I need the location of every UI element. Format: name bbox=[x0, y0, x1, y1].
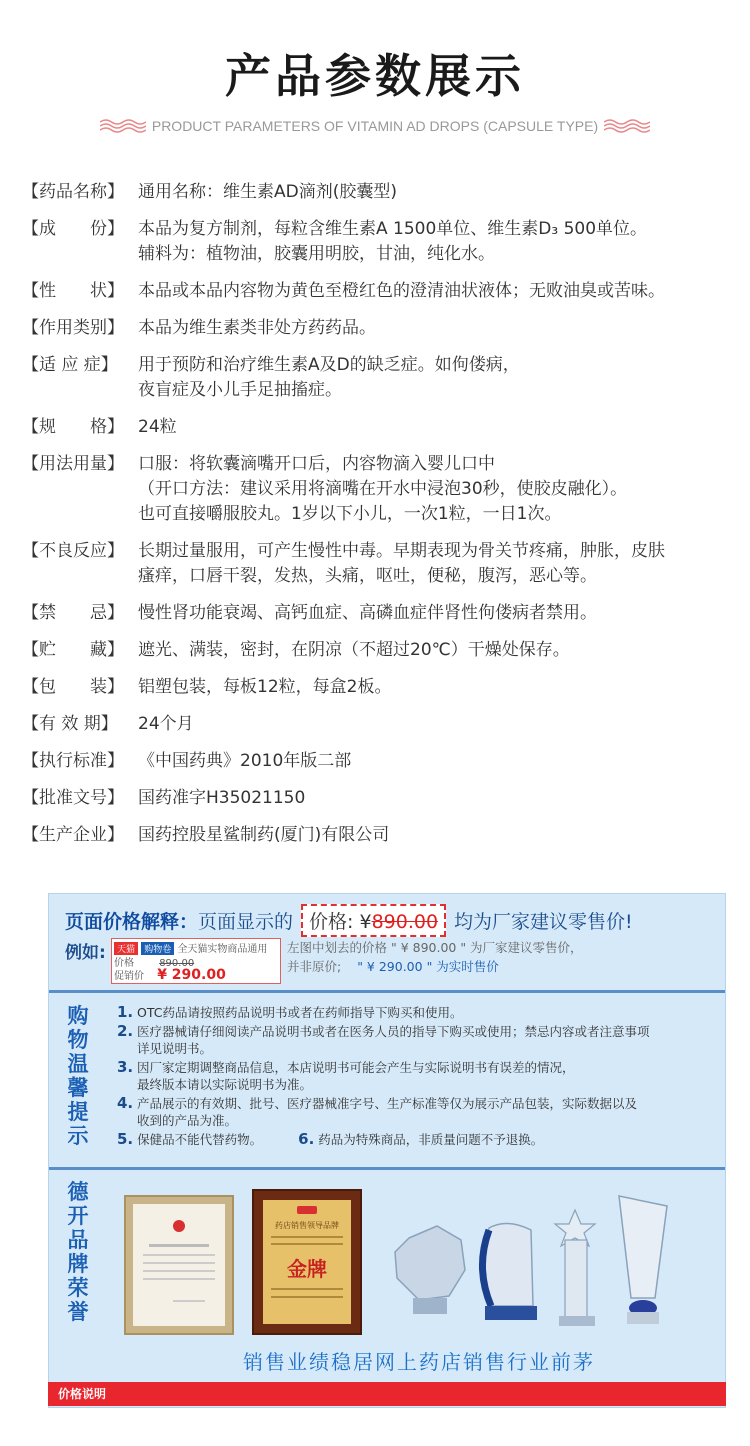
tip-item bbox=[117, 1131, 262, 1148]
param-row bbox=[22, 712, 732, 737]
tip-line: 最终版本请以实际说明书为准。 bbox=[137, 1077, 313, 1092]
certificate-frame-icon bbox=[125, 1196, 233, 1334]
param-value bbox=[138, 180, 732, 205]
param-value-line: 长期过量服用，可产生慢性中毒。早期表现为骨关节疼痛，肿胀，皮肤 bbox=[138, 541, 665, 561]
tip-item bbox=[117, 1004, 717, 1021]
param-value-line: 夜盲症及小儿手足抽搐症。 bbox=[138, 380, 342, 400]
param-value bbox=[138, 353, 732, 403]
param-label: 【生产企业】 bbox=[22, 825, 124, 845]
param-value bbox=[138, 712, 732, 737]
tall-crystal-trophy-icon bbox=[619, 1196, 667, 1324]
tips-side-title bbox=[63, 1004, 93, 1148]
price-explanation-mid: 页面显示的 bbox=[198, 911, 294, 933]
sample-promo-price: ¥ 290.00 bbox=[157, 967, 226, 983]
param-label: 【成 份】 bbox=[22, 219, 124, 239]
param-value-line: 用于预防和治疗维生素A及D的缺乏症。如佝偻病， bbox=[138, 355, 520, 375]
param-row bbox=[22, 601, 732, 626]
divider bbox=[49, 990, 725, 993]
tip-number: 5. bbox=[117, 1130, 134, 1148]
param-row bbox=[22, 638, 732, 663]
price-explanation-tail: 均为厂家建议零售价! bbox=[454, 911, 633, 933]
param-value-line: 本品为复方制剂，每粒含维生素A 1500单位、维生素D₃ 500单位。 bbox=[138, 219, 648, 239]
param-value-line: （开口方法：建议采用将滴嘴在开水中浸泡30秒，使胶皮融化）。 bbox=[138, 479, 628, 499]
page-title: 产品参数展示 bbox=[225, 49, 525, 103]
param-label: 【有 效 期】 bbox=[22, 714, 118, 734]
param-value-line: 24粒 bbox=[138, 417, 177, 437]
shopping-tips bbox=[117, 1004, 717, 1148]
example-line-2a: 并非原价; bbox=[287, 959, 342, 974]
param-row bbox=[22, 415, 732, 440]
side-title-char: 物 bbox=[67, 1028, 89, 1052]
param-value bbox=[138, 279, 732, 304]
tip-text: 药品为特殊商品，非质量问题不予退换。 bbox=[318, 1132, 544, 1147]
side-title-char: 温 bbox=[67, 1052, 89, 1076]
plaque-title-text: 药店销售领导品牌 bbox=[275, 1221, 339, 1230]
param-row bbox=[22, 452, 732, 527]
side-title-char: 德 bbox=[67, 1180, 89, 1204]
side-title-char: 馨 bbox=[67, 1076, 89, 1100]
param-label: 【贮 藏】 bbox=[22, 640, 124, 660]
param-label: 【作用类别】 bbox=[22, 318, 124, 338]
param-value bbox=[138, 452, 732, 527]
param-value-line: 《中国药典》2010年版二部 bbox=[138, 751, 352, 771]
side-title-char: 荣 bbox=[67, 1276, 89, 1300]
param-value-line: 铝塑包装，每板12粒，每盒2板。 bbox=[138, 677, 392, 697]
example-explanation bbox=[287, 938, 583, 976]
example-label: 例如: bbox=[65, 943, 106, 963]
coupon-notice: 全天猫实物商品通用 bbox=[177, 944, 268, 955]
price-explanation-heading: 页面价格解释： bbox=[65, 911, 199, 933]
tip-line: 产品展示的有效期、批号、医疗器械准字号、生产标准等仅为展示产品包装，实际数据以及 bbox=[137, 1096, 638, 1111]
param-value bbox=[138, 601, 732, 626]
param-label: 【禁 忌】 bbox=[22, 603, 124, 623]
param-value bbox=[138, 675, 732, 700]
tip-line: 医疗器械请仔细阅读产品说明书或者在医务人员的指导下购买或使用；禁忌内容或者注意事项 bbox=[137, 1024, 650, 1039]
param-value-line: 国药控股星鲨制药(厦门)有限公司 bbox=[138, 825, 390, 845]
side-title-char: 牌 bbox=[67, 1252, 89, 1276]
coupon-tag: 购物卷 bbox=[141, 942, 174, 955]
tip-number: 4. bbox=[117, 1094, 134, 1112]
sample-promo-label: 促销价 bbox=[114, 971, 144, 982]
param-value bbox=[138, 539, 732, 589]
param-row bbox=[22, 279, 732, 304]
param-row bbox=[22, 749, 732, 774]
param-label: 【批准文号】 bbox=[22, 788, 124, 808]
gold-plaque-icon bbox=[253, 1190, 361, 1334]
param-row bbox=[22, 786, 732, 811]
param-label: 【性 状】 bbox=[22, 281, 124, 301]
param-value-line: 24个月 bbox=[138, 714, 194, 734]
star-trophy-icon bbox=[555, 1210, 595, 1326]
param-row bbox=[22, 316, 732, 341]
price-note-bar: 价格说明 bbox=[48, 1382, 726, 1406]
tip-line: 详见说明书。 bbox=[137, 1041, 213, 1056]
tip-last-row bbox=[117, 1131, 717, 1148]
tip-item bbox=[117, 1059, 717, 1093]
param-value bbox=[138, 823, 732, 848]
struck-price: 890.00 bbox=[371, 911, 439, 933]
param-label: 【药品名称】 bbox=[22, 182, 124, 202]
tip-number: 6. bbox=[298, 1130, 315, 1148]
tip-item bbox=[298, 1131, 543, 1148]
param-value bbox=[138, 415, 732, 440]
side-title-char: 开 bbox=[67, 1204, 89, 1228]
subtitle-row bbox=[0, 116, 750, 136]
tip-item bbox=[117, 1023, 717, 1057]
tip-line: 因厂家定期调整商品信息，本店说明书可能会产生与实际说明书有误差的情况， bbox=[137, 1060, 575, 1075]
param-label: 【执行标准】 bbox=[22, 751, 124, 771]
param-value-line: 通用名称：维生素AD滴剂(胶囊型) bbox=[138, 182, 397, 202]
param-row bbox=[22, 675, 732, 700]
page-subtitle: PRODUCT PARAMETERS OF VITAMIN AD DROPS (CAPSULE TYPE) bbox=[151, 118, 599, 134]
sample-original-price: 890.00 bbox=[159, 958, 195, 969]
param-value-line: 遮光、满装，密封，在阴凉（不超过20℃）干燥处保存。 bbox=[138, 640, 570, 660]
param-value-line: 慢性肾功能衰竭、高钙血症、高磷血症伴肾性佝偻病者禁用。 bbox=[138, 603, 597, 623]
param-label: 【规 格】 bbox=[22, 417, 124, 437]
param-value bbox=[138, 786, 732, 811]
tip-text: 保健品不能代替药物。 bbox=[137, 1132, 263, 1147]
param-label: 【包 装】 bbox=[22, 677, 124, 697]
tip-text bbox=[137, 1004, 462, 1021]
plaque-big-text: 金牌 bbox=[287, 1257, 327, 1281]
side-title-char: 示 bbox=[67, 1124, 89, 1148]
honors-slogan: 销售业绩稳居网上药店销售行业前茅 bbox=[243, 1350, 595, 1374]
price-example-box bbox=[301, 904, 446, 937]
tip-number: 1. bbox=[117, 1003, 134, 1021]
price-sample-card bbox=[111, 938, 281, 984]
side-title-char: 誉 bbox=[67, 1300, 89, 1324]
tmall-tag: 天猫 bbox=[114, 942, 138, 955]
tip-text bbox=[137, 1095, 637, 1129]
param-row bbox=[22, 539, 732, 589]
param-label: 【用法用量】 bbox=[22, 454, 124, 474]
param-value-line: 也可直接嚼服胶丸。1岁以下小儿，一次1粒，一日1次。 bbox=[138, 504, 562, 524]
param-row bbox=[22, 217, 732, 267]
param-value bbox=[138, 217, 732, 267]
tip-line: 收到的产品为准。 bbox=[137, 1113, 238, 1128]
wave-decoration-left-icon bbox=[100, 118, 146, 134]
param-value-line: 本品或本品内容物为黄色至橙红色的澄清油状液体；无败油臭或苦味。 bbox=[138, 281, 665, 301]
param-label: 【适 应 症】 bbox=[22, 355, 118, 375]
award-trophies-image bbox=[119, 1188, 719, 1338]
price-info-panel bbox=[48, 893, 726, 1408]
example-line-1: 左图中划去的价格 " ¥ 890.00 " 为厂家建议零售价， bbox=[287, 940, 583, 955]
wave-decoration-right-icon bbox=[604, 118, 650, 134]
param-value bbox=[138, 638, 732, 663]
tip-line: OTC药品请按照药品说明书或者在药师指导下购买和使用。 bbox=[137, 1005, 463, 1020]
param-value-line: 口服：将软囊滴嘴开口后，内容物滴入婴儿口中 bbox=[138, 454, 495, 474]
param-value-line: 国药准字H35021150 bbox=[138, 788, 306, 808]
tip-text bbox=[137, 1023, 650, 1057]
param-row bbox=[22, 823, 732, 848]
param-value bbox=[138, 316, 732, 341]
sample-price-label: 价格 bbox=[114, 958, 134, 969]
param-row bbox=[22, 180, 732, 205]
param-value-line: 瘙痒，口唇干裂，发热，头痛，呕吐，便秘，腹泻，恶心等。 bbox=[138, 566, 597, 586]
param-value-line: 辅料为：植物油，胶囊用明胶，甘油，纯化水。 bbox=[138, 244, 495, 264]
product-parameters bbox=[22, 180, 732, 848]
tip-item bbox=[117, 1095, 717, 1129]
side-title-char: 提 bbox=[67, 1100, 89, 1124]
price-label: 价格: ¥ bbox=[309, 911, 372, 933]
wave-trophy-icon bbox=[482, 1223, 537, 1320]
tip-text bbox=[137, 1059, 575, 1093]
param-value-line: 本品为维生素类非处方药药品。 bbox=[138, 318, 376, 338]
tip-number: 2. bbox=[117, 1022, 134, 1040]
brand-honors bbox=[49, 1170, 725, 1382]
crystal-award-icon bbox=[395, 1226, 465, 1314]
price-explanation bbox=[65, 904, 633, 937]
side-title-char: 品 bbox=[67, 1228, 89, 1252]
side-title-char: 购 bbox=[67, 1004, 89, 1028]
param-value bbox=[138, 749, 732, 774]
example-line-2b: " ¥ 290.00 " 为实时售价 bbox=[357, 959, 499, 974]
param-row bbox=[22, 353, 732, 403]
tip-number: 3. bbox=[117, 1058, 134, 1076]
param-label: 【不良反应】 bbox=[22, 541, 124, 561]
honors-side-title bbox=[63, 1180, 93, 1324]
